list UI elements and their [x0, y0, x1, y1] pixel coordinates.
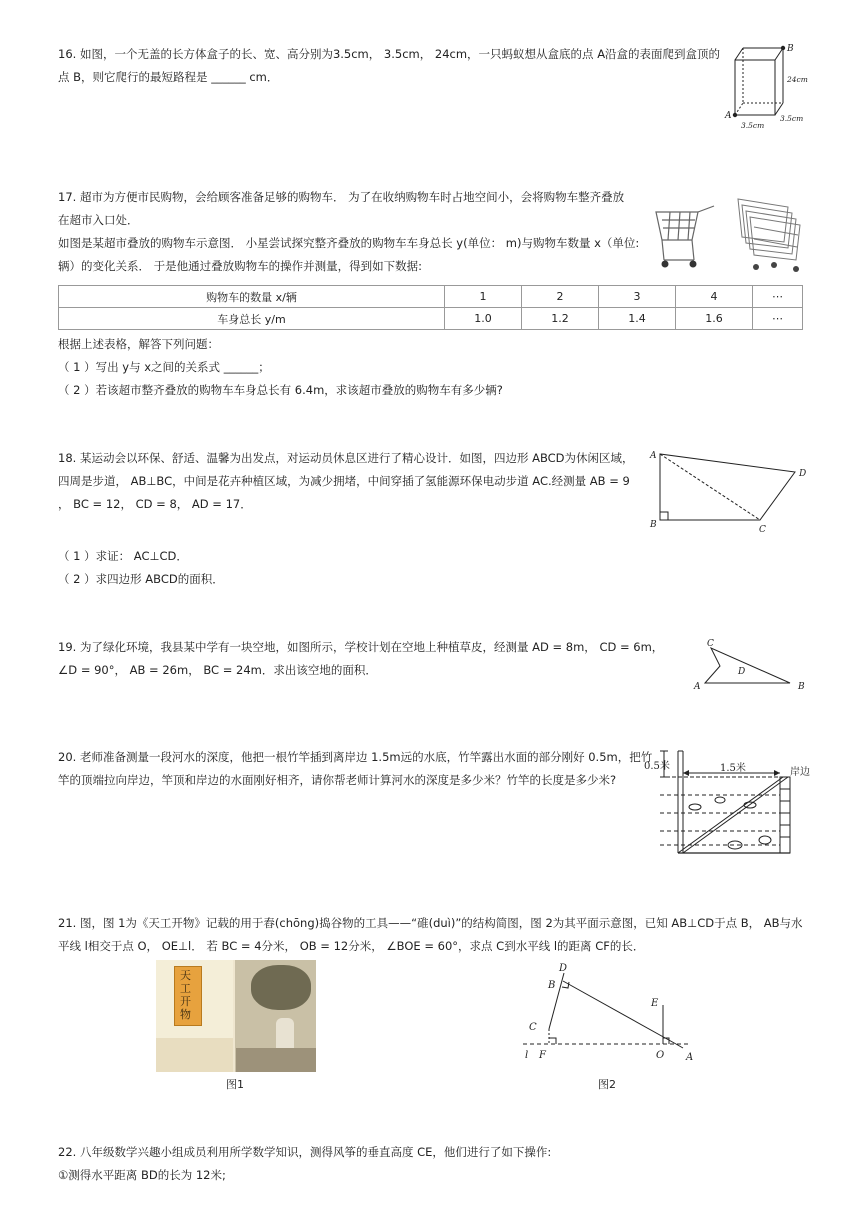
table-header-length: 车身总长 y/m [59, 308, 445, 330]
q21-label-E: E [651, 998, 659, 1009]
q21-label-F: F [539, 1050, 546, 1061]
book-title: 天工开物 [180, 969, 191, 1021]
tiangong-kaiwu-image [156, 960, 316, 1072]
q22-text-line1: 22. 八年级数学兴趣小组成员利用所学数学知识，测得风筝的垂直高度 CE，他们进行了如下操作: [58, 1145, 552, 1159]
q19-quadrilateral-figure [690, 636, 815, 696]
table-header-count: 购物车的数量 x/辆 [59, 286, 445, 308]
q21-label-l: l [525, 1050, 529, 1061]
q16-text-line1: 16. 如图，一个无盖的长方体盒子的长、宽、高分别为3.5cm， 3.5cm， 24cm，一只蚂蚁想从盒底的点 A沿盒的表面爬到盒顶的 [58, 47, 721, 61]
q17-part2: （ 2 ）若该超市整齐叠放的购物车车身总长有 6.4m，求该超市叠放的购物车有多少辆? [58, 383, 503, 397]
q20-label-bank: 岸边 [790, 767, 810, 778]
q22-text-line2: ①测得水平距离 BD的长为 12米; [58, 1168, 226, 1182]
q17-part1: （ 1 ）写出 y与 x之间的关系式 ______； [58, 360, 270, 374]
q19-label-A: A [694, 682, 701, 692]
table-cell: 2 [522, 286, 599, 308]
q19-text-line2: ∠D = 90°， AB = 26m， BC = 24m．求出该空地的面积． [58, 663, 377, 677]
q21-label-B: B [548, 980, 556, 991]
q18-text-line3: ， BC = 12， CD = 8， AD = 17． [58, 497, 252, 511]
q18-quadrilateral-figure [645, 448, 820, 538]
q20-label-width: 1.5米 [720, 763, 746, 774]
q18-part2: （ 2 ）求四边形 ABCD的面积． [58, 572, 224, 586]
table-cell: 4 [676, 286, 753, 308]
table-cell: 1 [445, 286, 522, 308]
table-cell: ⋯ [753, 286, 803, 308]
q19-label-C: C [707, 639, 714, 649]
q17-text-line4: 辆）的变化关系． 于是他通过叠放购物车的操作并测量，得到如下数据: [58, 259, 423, 273]
table-cell: 1.4 [599, 308, 676, 330]
shopping-cart-image [648, 190, 723, 275]
q21-label-O: O [656, 1050, 665, 1061]
q17-text-line3: 如图是某超市叠放的购物车示意图． 小星尝试探究整齐叠放的购物车车身总长 y(单位： m)与购物车数量 x（单位: [58, 236, 640, 250]
q16-box-figure [705, 40, 815, 135]
q18-label-C: C [759, 525, 766, 535]
q16-label-width2: 3.5cm [780, 114, 804, 123]
q20-label-height: 0.5米 [644, 761, 670, 772]
q20-river-figure [644, 745, 815, 860]
q18-label-B: B [650, 520, 657, 530]
q17-instructions: 根据上述表格，解答下列问题： [58, 337, 219, 351]
q21-figure2 [515, 960, 705, 1070]
table-cell: 1.0 [445, 308, 522, 330]
figure1-caption: 图1 [226, 1078, 244, 1091]
figure2-caption: 图2 [598, 1078, 616, 1091]
table-cell: 1.2 [522, 308, 599, 330]
painting-tree [251, 965, 311, 1010]
q21-text-line1: 21. 图，图 1为《天工开物》记载的用于舂(chōng)捣谷物的工具——“碓(duì)”的结构简图，图 2为其平面示意图，已知 AB⊥CD于点 B， AB与水 [58, 916, 803, 930]
q21-text-line2: 平线 l相交于点 O， OE⊥l． 若 BC = 4分米， OB = 12分米， ∠BOE = 60°，求点 C到水平线 l的距离 CF的长． [58, 939, 645, 953]
q20-text-line1: 20. 老师准备测量一段河水的深度，他把一根竹竿插到离岸边 1.5m远的水底，竹竿露出水面的部分刚好 0.5m，把竹 [58, 750, 653, 764]
q17-text-line2: 在超市入口处． [58, 213, 139, 227]
stacked-carts-image [728, 187, 808, 277]
q16-label-width1: 3.5cm [741, 121, 765, 130]
table-cell: ⋯ [753, 308, 803, 330]
painting-ground [236, 1048, 316, 1072]
q16-text-line2: 点 B，则它爬行的最短路程是 ______ cm． [58, 70, 279, 84]
table-row [59, 286, 803, 308]
q18-label-A: A [650, 451, 657, 461]
q18-text-line2: 四周是步道， AB⊥BC，中间是花卉种植区域，为减少拥堵，中间穿插了氢能源环保电动步道 AC.经测量 AB = 9 [58, 474, 630, 488]
q20-text-line2: 竿的顶端拉向岸边，竿顶和岸边的水面刚好相齐，请你帮老师计算河水的深度是多少米？竹竿的长度是多少米? [58, 773, 617, 787]
q19-label-D: D [738, 667, 746, 677]
q19-text-line1: 19. 为了绿化环境，我县某中学有一块空地，如图所示，学校计划在空地上种植草皮，经测量 AD = 8m， CD = 6m， [58, 640, 664, 654]
cart-data-table [58, 285, 803, 330]
q21-label-D: D [559, 963, 568, 974]
book-scene [156, 1038, 233, 1072]
q21-label-C: C [529, 1022, 537, 1033]
q19-label-B: B [798, 682, 805, 692]
q21-label-A: A [686, 1052, 694, 1063]
q16-label-A: A [725, 111, 732, 121]
q18-label-D: D [799, 469, 807, 479]
q18-part1: （ 1 ）求证： AC⊥CD． [58, 549, 188, 563]
table-row [59, 308, 803, 330]
table-cell: 1.6 [676, 308, 753, 330]
q16-label-height: 24cm [787, 75, 808, 84]
q17-text-line1: 17. 超市为方便市民购物，会给顾客准备足够的购物车． 为了在收纳购物车时占地空间小，会将购物车整齐叠放 [58, 190, 625, 204]
q16-label-B: B [787, 44, 794, 54]
table-cell: 3 [599, 286, 676, 308]
q18-text-line1: 18. 某运动会以环保、舒适、温馨为出发点，对运动员休息区进行了精心设计．如图，四边形 ABCD为休闲区域， [58, 451, 634, 465]
